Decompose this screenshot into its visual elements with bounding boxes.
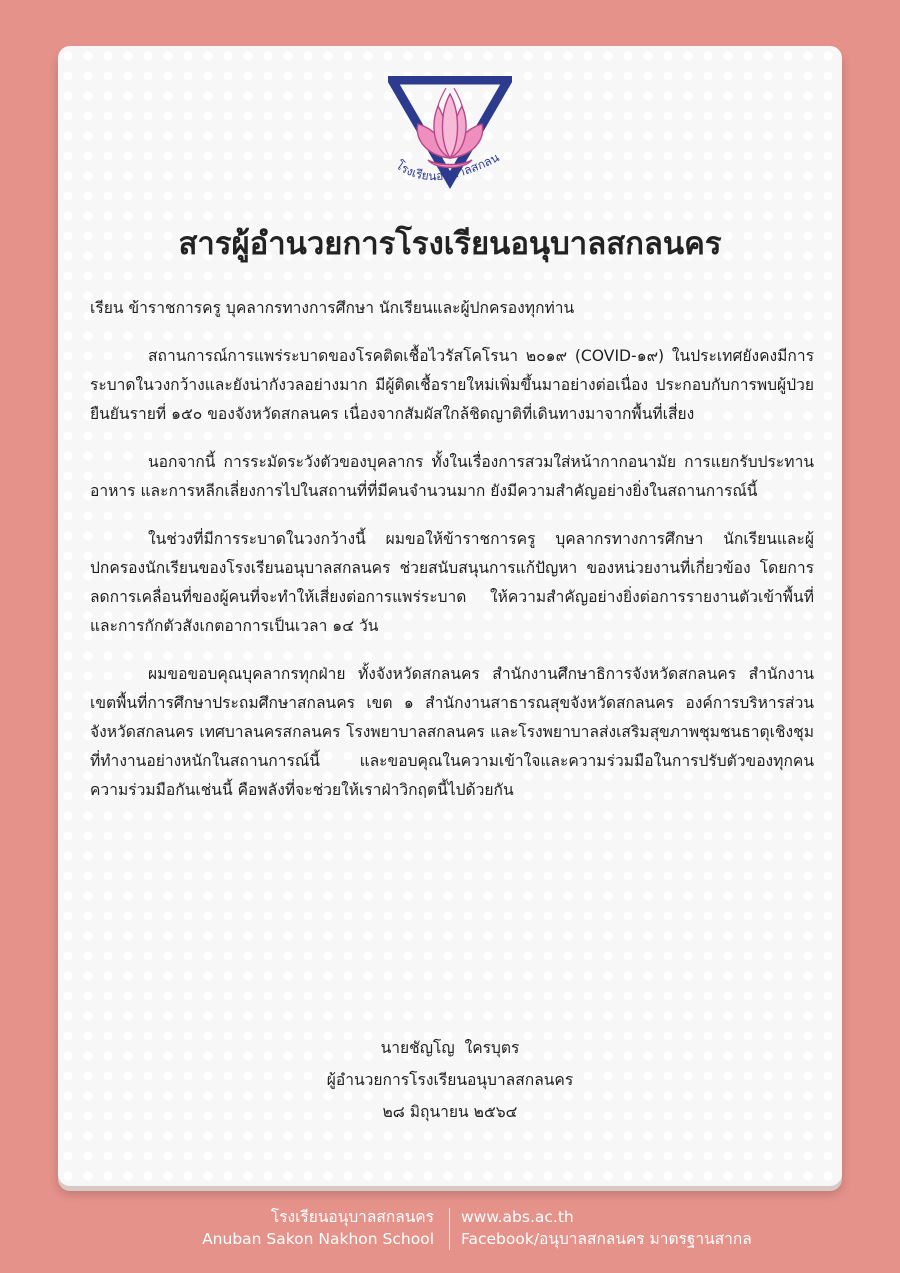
signatory-name: นายชัญโญ ใครบุตร — [380, 1039, 520, 1057]
footer — [0, 1206, 900, 1252]
paragraph-4: ผมขอขอบคุณบุคลากรทุกฝ่าย ทั้งจังหวัดสกลนคร สำนักงานศึกษาธิการจังหวัดสกลนคร สำนักงานเขตพื้นที่การศึกษาประถมศึกษาสกลนคร เขต ๑ สำนักงานสาธารณสุขจังหวัดสกลนคร องค์การบริหารส่วนจังหวัดสกลนคร เทศบาลนครสกลนคร โรงพยาบาลสกลนคร และโรงพยาบาลส่งเสริมสุขภาพชุมชนธาตุเชิงชุม ที่ทำงานอย่างหนักในสถานการณ์นี้ และขอบคุณในความเข้าใจและความร่วมมือในการปรับตัวของทุกคน ความร่วมมือกันเช่นนี้ คือพลังที่จะช่วยให้เราฝ่าวิกฤตนี้ไปด้วยกัน — [90, 665, 814, 799]
paragraph-1: สถานการณ์การแพร่ระบาดของโรคติดเชื้อไวรัสโคโรนา ๒๐๑๙ (COVID-๑๙) ในประเทศยังคงมีการระบาดในวงกว้างและยังน่ากังวลอย่างมาก มีผู้ติดเชื้อรายใหม่เพิ่มขึ้นมาอย่างต่อเนื่อง ประกอบกับการพบผู้ป่วยยืนยันรายที่ ๑๕๐ ของจังหวัดสกลนคร เนื่องจากสัมผัสใกล้ชิดญาติที่เดินทางมาจากพื้นที่เสี่ยง — [90, 347, 814, 423]
page-title: สารผู้อำนวยการโรงเรียนอนุบาลสกลนคร — [178, 226, 722, 262]
footer-school-en: Anuban Sakon Nakhon School — [202, 1230, 434, 1248]
footer-facebook-link[interactable]: Facebook/อนุบาลสกลนคร มาตรฐานสากล — [461, 1230, 752, 1248]
school-logo — [388, 76, 512, 196]
signature-block — [58, 1032, 842, 1128]
salutation: เรียน ข้าราชการครู บุคลากรทางการศึกษา นักเรียนและผู้ปกครองทุกท่าน — [90, 299, 575, 317]
signature-date: ๒๘ มิถุนายน ๒๕๖๔ — [382, 1103, 518, 1121]
footer-school-th: โรงเรียนอนุบาลสกลนคร — [270, 1208, 434, 1226]
paragraph-3: ในช่วงที่มีการระบาดในวงกว้างนี้ ผมขอให้ข้าราชการครู บุคลากรทางการศึกษา นักเรียนและผู้ปกครองนักเรียนของโรงเรียนอนุบาลสกลนคร ช่วยสนับสนุนการแก้ปัญหา ของหน่วยงานที่เกี่ยวข้อง โดยการลดการเคลื่อนที่ของผู้คนที่จะทำให้เสี่ยงต่อการแพร่ระบาด ให้ความสำคัญอย่างยิ่งต่อการรายงานตัวเข้าพื้นที่ และการกักตัวสังเกตอาการเป็นเวลา ๑๔ วัน — [90, 530, 814, 635]
paragraph-2: นอกจากนี้ การระมัดระวังตัวของบุคลากร ทั้งในเรื่องการสวมใส่หน้ากากอนามัย การแยกรับประทานอาหาร และการหลีกเลี่ยงการไปในสถานที่ที่มีคนจำนวนมาก ยังมีความสำคัญอย่างยิ่งในสถานการณ์นี้ — [90, 453, 814, 500]
footer-divider — [449, 1208, 450, 1250]
footer-school — [202, 1206, 434, 1250]
letter-body — [90, 294, 814, 824]
school-lotus-emblem-icon — [388, 76, 512, 196]
signatory-position: ผู้อำนวยการโรงเรียนอนุบาลสกลนคร — [326, 1071, 574, 1089]
footer-website-link[interactable]: www.abs.ac.th — [461, 1208, 574, 1226]
footer-contact — [461, 1206, 752, 1250]
logo-text: โรงเรียนอนุบาลสกลน — [393, 150, 502, 184]
